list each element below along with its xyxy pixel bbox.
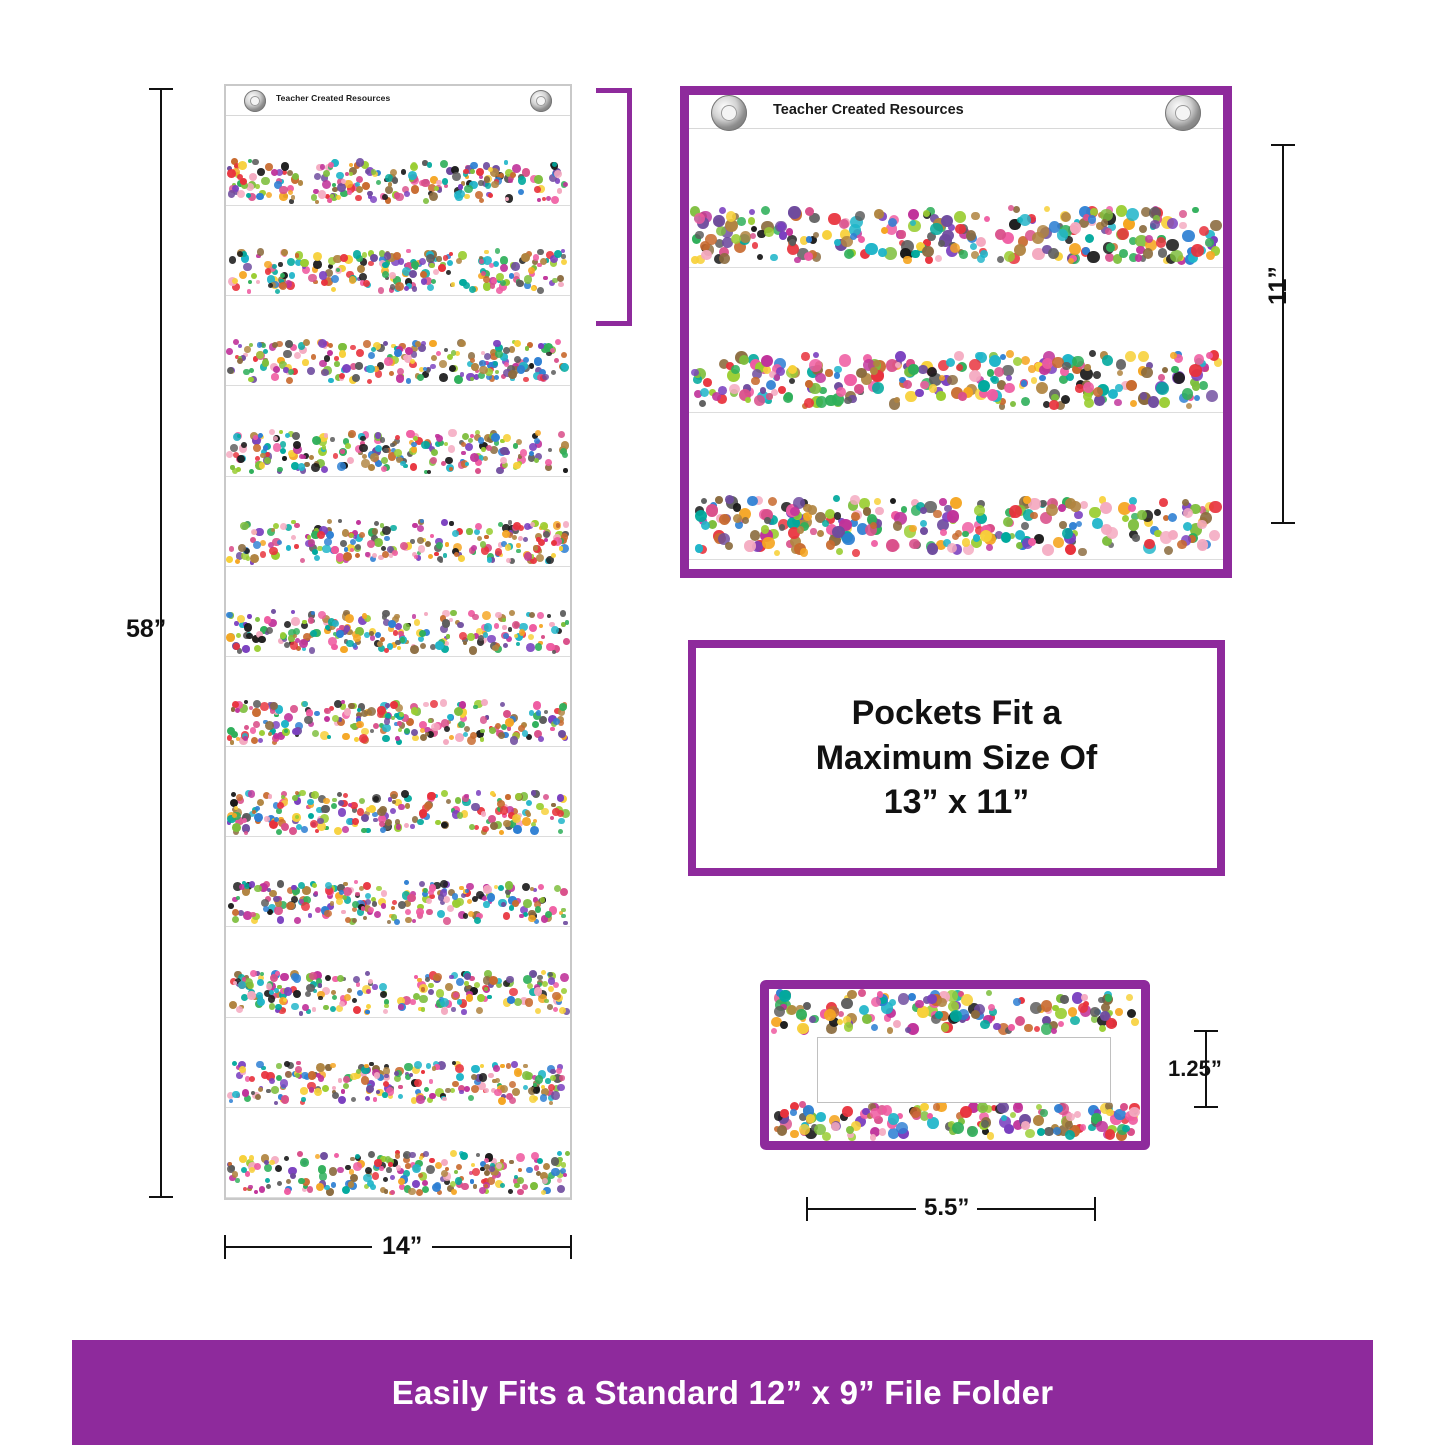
confetti-band	[226, 789, 570, 835]
pocket-divider	[689, 559, 1223, 560]
chart-header-strip	[226, 86, 570, 116]
brand-label: Teacher Created Resources	[276, 93, 391, 103]
pocket-row	[226, 116, 570, 206]
pocket-row	[226, 296, 570, 386]
callout-box	[688, 640, 1225, 876]
confetti-band	[226, 248, 570, 294]
confetti-band	[226, 1060, 570, 1106]
dimension-label-pocket-height: 11”	[1264, 266, 1292, 305]
pocket-chart-full-view	[224, 84, 572, 1200]
pocket-row	[226, 1018, 570, 1108]
pocket-detail-header-strip	[689, 95, 1223, 129]
pocket-row	[226, 1108, 570, 1198]
callout-line-1: Pockets Fit a	[851, 693, 1062, 732]
bottom-banner	[72, 1340, 1373, 1445]
confetti-band	[769, 989, 1141, 1035]
dimension-label-nameplate-width: 5.5”	[916, 1194, 977, 1222]
pocket-row	[226, 567, 570, 657]
confetti-band	[689, 350, 1223, 410]
confetti-band	[226, 970, 570, 1016]
confetti-band	[226, 1150, 570, 1196]
single-pocket-bracket	[596, 88, 632, 326]
pocket-row	[226, 387, 570, 477]
confetti-band	[226, 429, 570, 475]
pocket-row	[226, 206, 570, 296]
dimension-label-width: 14”	[372, 1232, 432, 1261]
dimension-line-pocket-height	[1282, 144, 1284, 524]
dimension-label-nameplate-height: 1.25”	[1168, 1056, 1222, 1081]
nameplate-write-area	[817, 1037, 1111, 1103]
confetti-band	[226, 879, 570, 925]
confetti-band	[226, 609, 570, 655]
confetti-band	[226, 699, 570, 745]
confetti-band	[226, 338, 570, 384]
pocket-divider	[689, 412, 1223, 413]
confetti-band	[226, 519, 570, 565]
confetti-band	[769, 1101, 1141, 1141]
callout-line-2: Maximum Size Of	[815, 738, 1098, 777]
banner-text: Easily Fits a Standard 12” x 9” File Folder	[391, 1373, 1054, 1411]
pocket-row	[226, 837, 570, 927]
grommet-icon	[530, 90, 552, 112]
callout-line-3: 13” x 11”	[883, 783, 1030, 822]
confetti-band	[226, 158, 570, 204]
pocket-row	[226, 477, 570, 567]
name-plate-card	[760, 980, 1150, 1150]
grommet-icon	[1165, 95, 1201, 131]
pocket-row	[226, 928, 570, 1018]
pocket-divider	[689, 267, 1223, 268]
grommet-icon	[711, 95, 747, 131]
pocket-row	[226, 747, 570, 837]
pocket-row	[226, 657, 570, 747]
dimension-label-height: 58”	[126, 615, 167, 643]
confetti-band	[689, 495, 1223, 557]
confetti-band	[689, 205, 1223, 265]
grommet-icon	[244, 90, 266, 112]
pocket-detail-view	[680, 86, 1232, 578]
brand-label: Teacher Created Resources	[773, 102, 964, 118]
